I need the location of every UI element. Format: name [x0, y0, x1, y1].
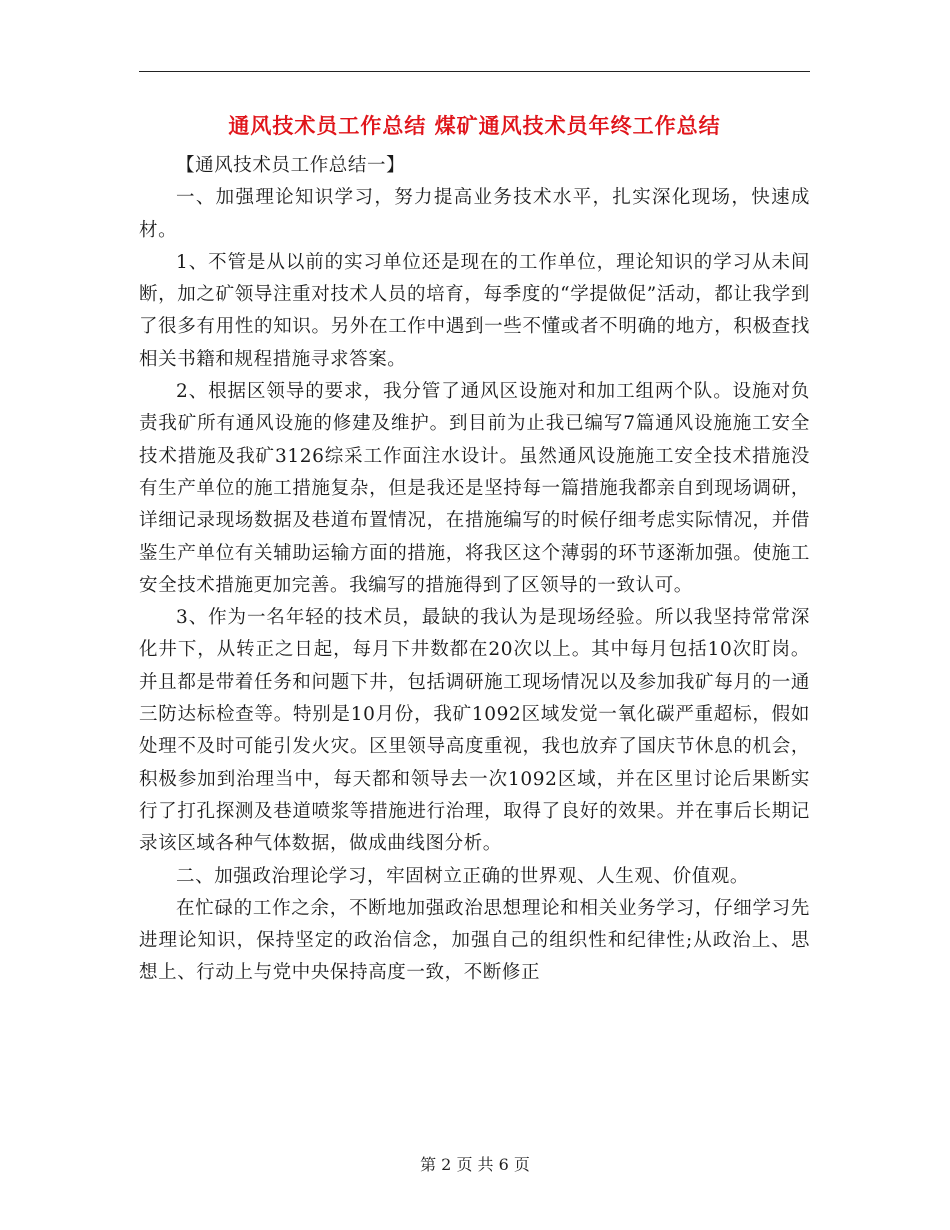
document-body	[139, 150, 810, 990]
paragraph: 一、加强理论知识学习，努力提高业务技术水平，扎实深化现场，快速成材。	[139, 187, 810, 241]
paragraph-heading: 【通风技术员工作总结一】	[176, 155, 406, 176]
paragraph: 1、不管是从以前的实习单位还是现在的工作单位，理论知识的学习从未间断，加之矿领导注重对技术人员的培育，每季度的“学提做促”活动，都让我学到了很多有用性的知识。另外在工作中遇到一些不懂或者不明确的地方，积极查找相关书籍和规程措施寻求答案。	[139, 251, 810, 370]
paragraph: 3、作为一名年轻的技术员，最缺的我认为是现场经验。所以我坚持常常深化井下，从转正之日起，每月下井数都在20次以上。其中每月包括10次盯岗。并且都是带着任务和问题下井，包括调研施工现场情况以及参加我矿每月的一通三防达标检查等。特别是10月份，我矿1092区域发觉一氧化碳严重超标，假如处理不及时可能引发火灾。区里领导高度重视，我也放弃了国庆节休息的机会，积极参加到治理当中，每天都和领导去一次1092区域，并在区里讨论后果断实行了打孔探测及巷道喷浆等措施进行治理，取得了良好的效果。并在事后长期记录该区域各种气体数据，做成曲线图分析。	[139, 607, 810, 855]
header-rule	[139, 71, 810, 72]
document-title: 通风技术员工作总结 煤矿通风技术员年终工作总结	[228, 114, 721, 138]
page-number: 第 2 页 共 6 页	[420, 1155, 530, 1174]
paragraph: 二、加强政治理论学习，牢固树立正确的世界观、人生观、价值观。	[176, 865, 750, 887]
paragraph: 2、根据区领导的要求，我分管了通风区设施对和加工组两个队。设施对负责我矿所有通风设施的修建及维护。到目前为止我已编写7篇通风设施施工安全技术措施及我矿3126综采工作面注水设计。虽然通风设施施工安全技术措施没有生产单位的施工措施复杂，但是我还是坚持每一篇措施我都亲自到现场调研，详细记录现场数据及巷道布置情况，在措施编写的时候仔细考虑实际情况，并借鉴生产单位有关辅助运输方面的措施，将我区这个薄弱的环节逐渐加强。使施工安全技术措施更加完善。我编写的措施得到了区领导的一致认可。	[139, 381, 810, 596]
paragraph: 在忙碌的工作之余，不断地加强政治思想理论和相关业务学习，仔细学习先进理论知识，保持坚定的政治信念，加强自己的组织性和纪律性;从政治上、思想上、行动上与党中央保持高度一致，不断修正	[139, 897, 810, 984]
